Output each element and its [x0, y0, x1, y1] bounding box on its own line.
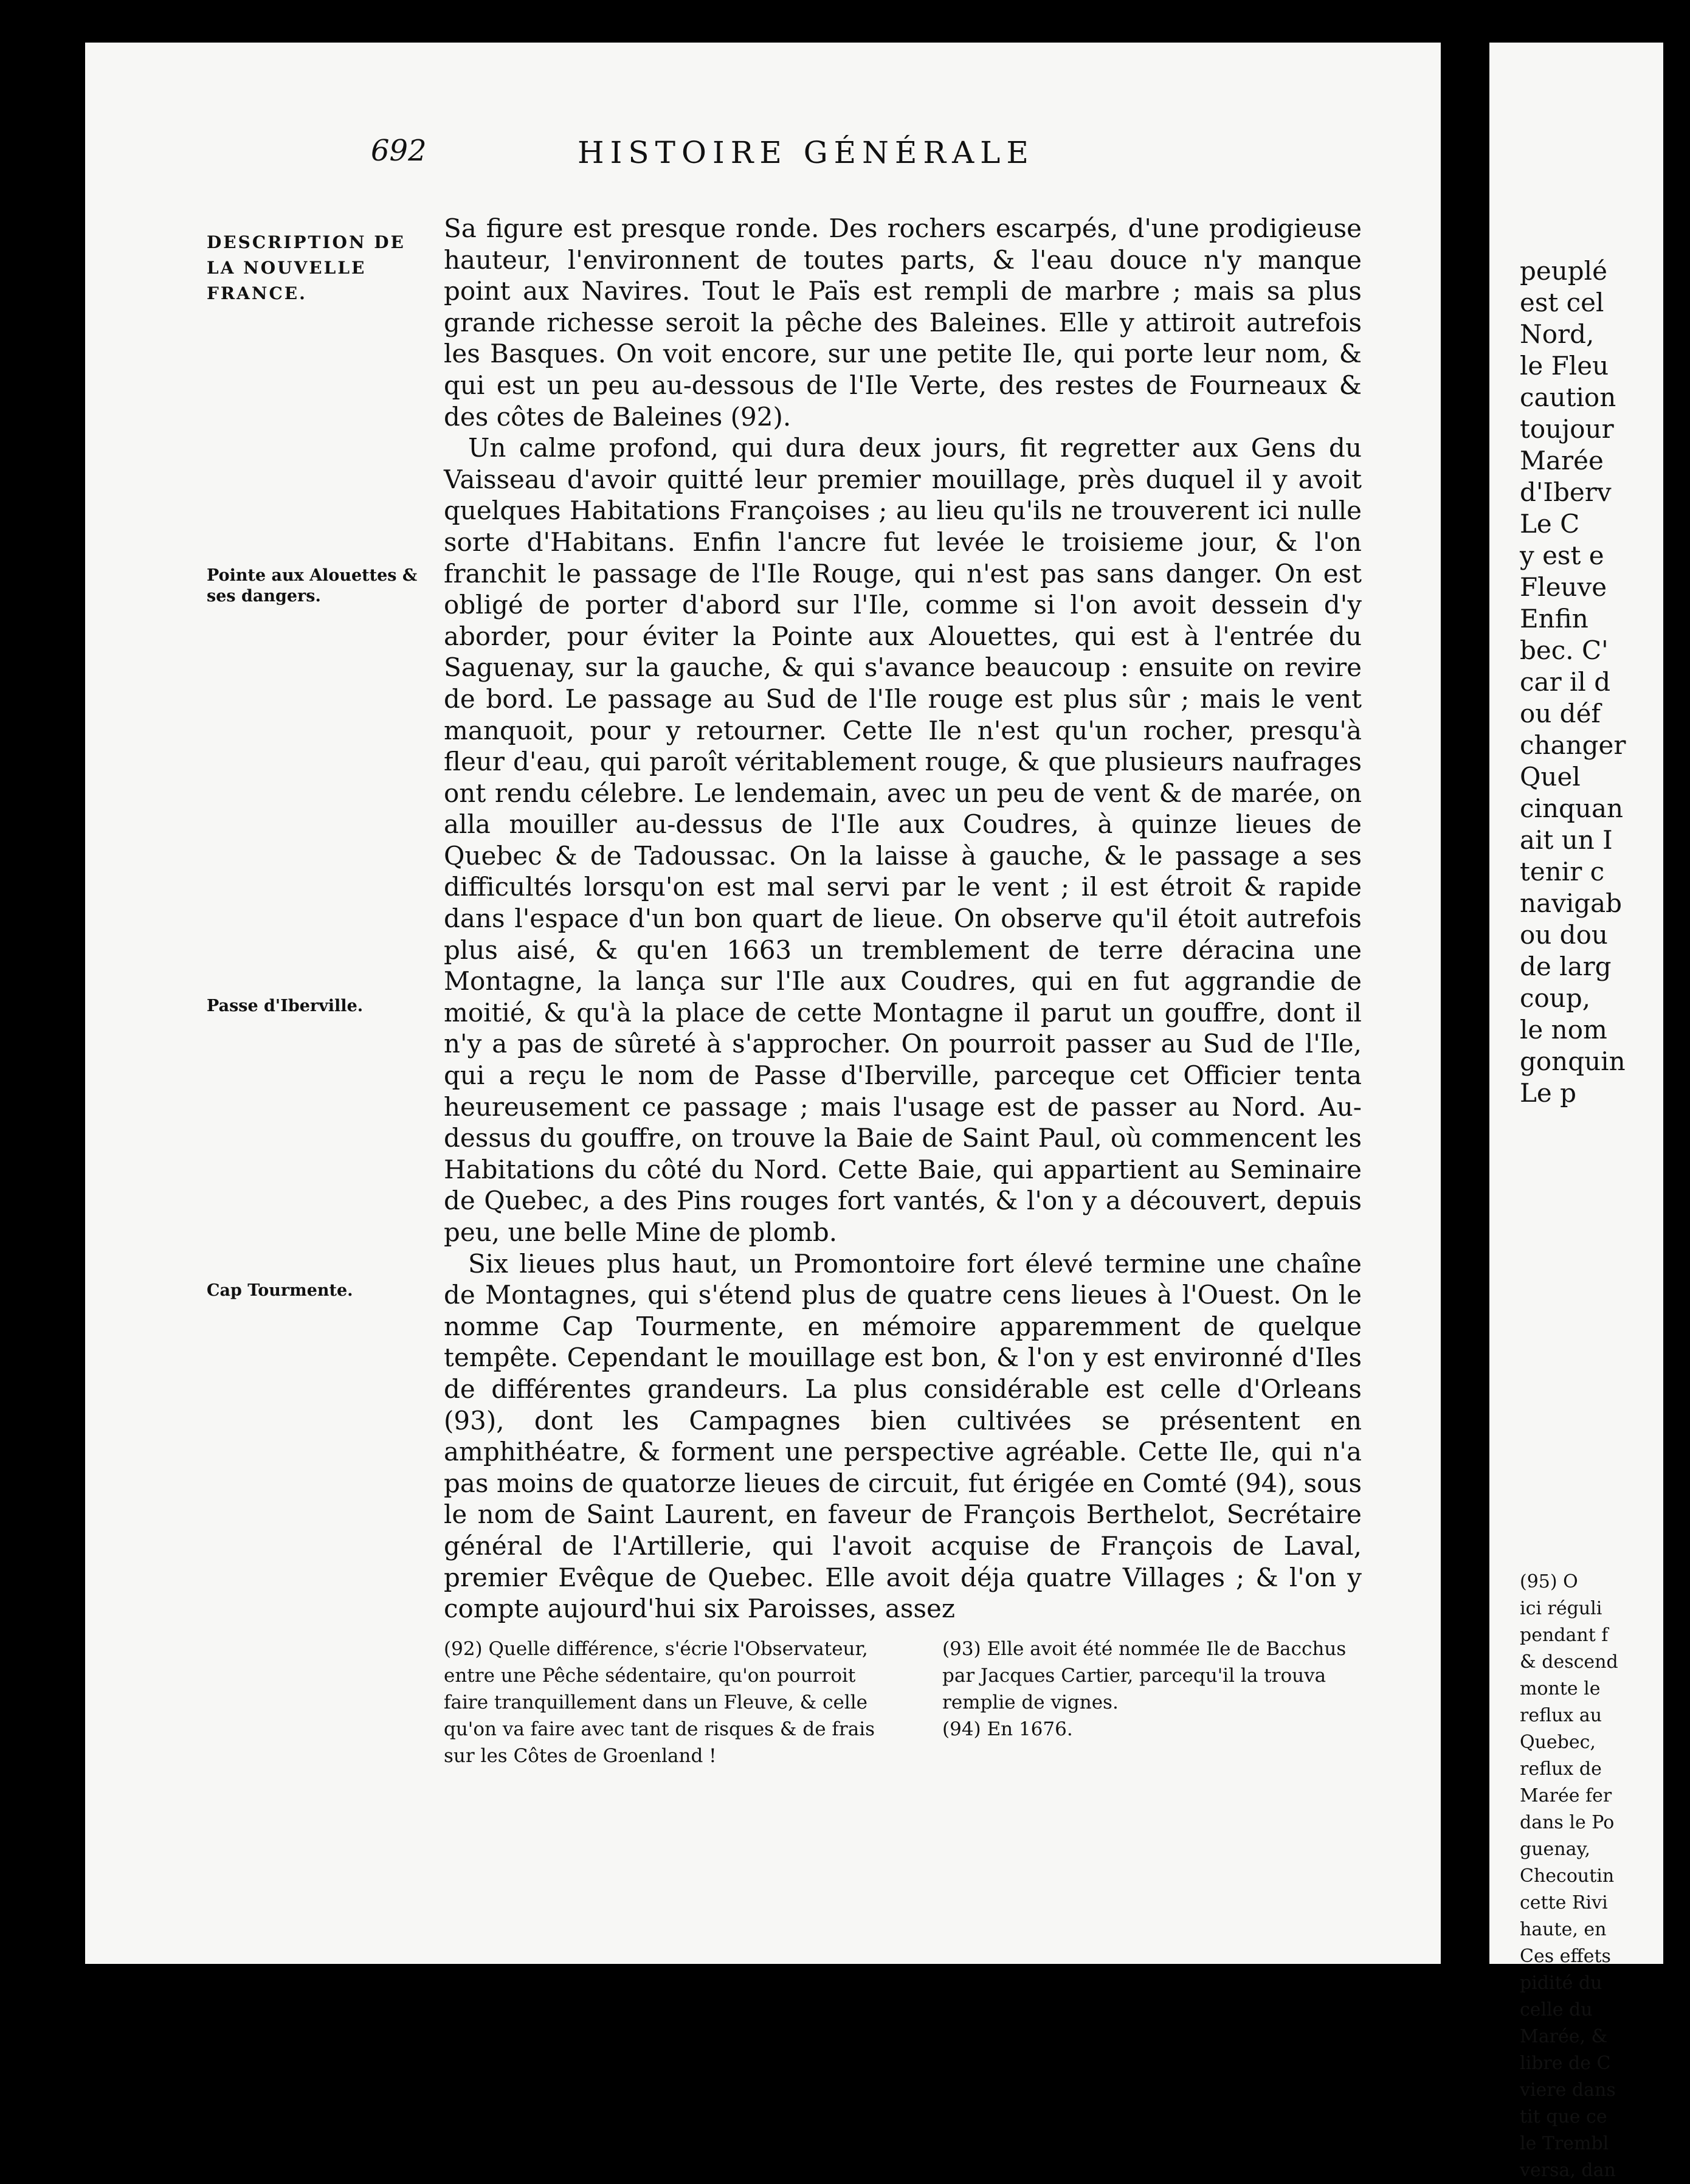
right-fn-line: guenay,	[1520, 1839, 1590, 1860]
right-line: caution	[1520, 382, 1616, 412]
right-line: toujour	[1520, 414, 1614, 444]
right-line: cinquan	[1520, 793, 1624, 823]
right-line: gonquin	[1520, 1046, 1626, 1076]
right-line: y est e	[1520, 541, 1604, 570]
margin-section-title: DESCRIPTION DE LA NOUVELLE FRANCE.	[207, 232, 405, 303]
right-fn-line: pendant f	[1520, 1625, 1609, 1646]
right-fn-line: celle du	[1520, 1999, 1593, 2020]
paragraph: Sa figure est presque ronde. Des rochers escarpés, d'une prodigieuse hauteur, l'environnent de toutes parts, & l'eau douce n'y manque point aux Navires. Tout le Païs est rempli de marbre ; mais sa plus grande richesse seroit la pêche des Baleines. Elle y attiroit autrefois les Basques. On voit encore, sur une petite Ile, qui porte leur nom, & qui est un peu au-dessous de l'Ile Verte, des restes de Fourneaux & des côtes de Baleines (92).	[444, 213, 1362, 432]
right-fn-line: pidité du	[1520, 1972, 1602, 1994]
right-fn-line: Marée fer	[1520, 1785, 1612, 1806]
right-line: tenir c	[1520, 857, 1605, 886]
right-fn-line: Marée, &	[1520, 2026, 1608, 2047]
right-line: ait un I	[1520, 825, 1613, 855]
right-line: de larg	[1520, 952, 1612, 981]
margin-note-passe-diberville: Passe d'Iberville.	[207, 997, 364, 1015]
main-text	[444, 213, 1362, 1625]
right-fn-line: viere dans	[1520, 2079, 1616, 2101]
right-fn-line: tit que ce	[1520, 2106, 1607, 2127]
footnotes-right-column	[942, 1636, 1362, 1743]
right-fn-line: monte le	[1520, 1678, 1601, 1699]
running-head: HISTOIRE GÉNÉRALE	[578, 135, 1035, 170]
footnote-92: (92) Quelle différence, s'écrie l'Observateur, entre une Pêche sédentaire, qu'on pourroit faire tranquillement dans un Fleuve, & celle qu'on va faire avec tant de risques & de frais sur les Côtes de Groenland !	[444, 1638, 875, 1767]
right-fn-line: versa, dan	[1520, 2160, 1616, 2181]
right-fn-line: reflux au	[1520, 1705, 1602, 1726]
right-fn-line: reflux de	[1520, 1758, 1602, 1780]
right-line: car il d	[1520, 667, 1611, 697]
right-fn-line: cette Rivi	[1520, 1892, 1608, 1913]
right-line: Quel	[1520, 762, 1581, 792]
right-line: est cel	[1520, 288, 1604, 317]
right-line: peuplé	[1520, 256, 1607, 286]
page-number: 692	[371, 134, 427, 168]
right-line: Le C	[1520, 509, 1580, 539]
right-page-footnote	[1520, 1569, 1690, 2184]
right-line: Le p	[1520, 1078, 1576, 1108]
right-fn-line: libre de C	[1520, 2053, 1611, 2074]
right-line: Marée	[1520, 446, 1604, 475]
paragraph: Un calme profond, qui dura deux jours, fit regretter aux Gens du Vaisseau d'avoir quitté leur premier mouillage, près duquel il y avoit quelques Habitations Françoises ; au lieu qu'ils ne trouverent ici nulle sorte d'Habitans. Enfin l'ancre fut levée le troisieme jour, & l'on franchit le passage de l'Ile Rouge, qui n'est pas sans danger. On est obligé de porter d'abord sur l'Ile, comme si l'on avoit dessein d'y aborder, pour éviter la Pointe aux Alouettes, qui est à l'entrée du Saguenay, sur la gauche, & qui s'avance beaucoup : ensuite on revire de bord. Le passage au Sud de l'Ile rouge est plus sûr ; mais le vent manquoit, pour y retourner. Cette Ile n'est qu'un rocher, presqu'à fleur d'eau, qui paroît véritablement rouge, & que plusieurs naufrages ont rendu célebre. Le lendemain, avec un peu de vent & de marée, on alla mouiller au-dessus de l'Ile aux Coudres, à quinze lieues de Quebec & de Tadoussac. On la laisse à gauche, & le passage a ses difficultés lorsqu'on est mal servi par le vent ; il est étroit & rapide dans l'espace d'un bon quart de lieue. On observe qu'il étoit autrefois plus aisé, & qu'en 1663 un tremblement de terre déracina une Montagne, la lança sur l'Ile aux Coudres, qui en fut aggrandie de moitié, & qu'à la place de cette Montagne il parut un gouffre, dont il n'y a pas de sûreté à s'approcher. On pourroit passer au Sud de l'Ile, qui a reçu le nom de Passe d'Iberville, parceque cet Officier tenta heureusement ce passage ; mais l'usage est de passer au Nord. Au-dessus du gouffre, on trouve la Baie de Saint Paul, où commencent les Habitations du côté du Nord. Cette Baie, qui appartient au Seminaire de Quebec, a des Pins rouges fort vantés, & l'on y a découvert, depuis peu, une belle Mine de plomb.	[444, 433, 1362, 1247]
right-line: changer	[1520, 730, 1626, 760]
right-fn-line: ici réguli	[1520, 1598, 1602, 1619]
paragraph: Six lieues plus haut, un Promontoire fort élevé termine une chaîne de Montagnes, qui s'étend plus de quatre cens lieues à l'Ouest. On le nomme Cap Tourmente, en mémoire apparemment de quelque tempête. Cependant le mouillage est bon, & l'on y est environné d'Iles de différentes grandeurs. La plus considérable est celle d'Orleans (93), dont les Campagnes bien cultivées se présentent en amphithéatre, & forment une perspective agréable. Cette Ile, qui n'a pas moins de quatorze lieues de circuit, fut érigée en Comté (94), sous le nom de Saint Laurent, en faveur de François Berthelot, Secrétaire général de l'Artillerie, qui l'avoit acquise de François de Laval, premier Evêque de Quebec. Elle avoit déja quatre Villages ; & l'on y compte aujourd'hui six Paroisses, assez	[444, 1248, 1362, 1624]
right-line: le Fleu	[1520, 351, 1609, 381]
right-fn-line: le Trembl	[1520, 2133, 1609, 2154]
margin-note-pointe-aux-alouettes: Pointe aux Alouettes & ses dangers.	[207, 566, 418, 606]
right-fn-line: Ces effets	[1520, 1946, 1611, 1967]
right-fn-line: & descend	[1520, 1651, 1618, 1673]
margin-note-cap-tourmente: Cap Tourmente.	[207, 1281, 353, 1300]
right-page-text	[1520, 255, 1690, 1109]
footnote-94: (94) En 1676.	[942, 1718, 1073, 1740]
right-line: navigab	[1520, 888, 1623, 918]
right-fn-line: dans le Po	[1520, 1812, 1615, 1833]
right-page	[1489, 43, 1663, 2181]
right-line: ou déf	[1520, 699, 1601, 728]
ink-stain	[6, 49, 30, 73]
right-fn-line: Checoutin	[1520, 1865, 1615, 1887]
right-line: Fleuve	[1520, 572, 1607, 602]
right-fn-line: (95) O	[1520, 1571, 1578, 1592]
right-line: Nord,	[1520, 319, 1595, 349]
right-line: ou dou	[1520, 920, 1608, 950]
right-fn-line: Quebec,	[1520, 1732, 1596, 1753]
right-line: bec. C'	[1520, 635, 1609, 665]
right-fn-line: haute, en	[1520, 1919, 1607, 1940]
right-line: le nom	[1520, 1015, 1607, 1045]
right-line: coup,	[1520, 983, 1591, 1013]
footnote-93: (93) Elle avoit été nommée Ile de Bacchus par Jacques Cartier, parcequ'il la trouva remplie de vignes.	[942, 1638, 1347, 1713]
right-line: Enfin	[1520, 604, 1588, 634]
right-line: d'Iberv	[1520, 477, 1612, 507]
